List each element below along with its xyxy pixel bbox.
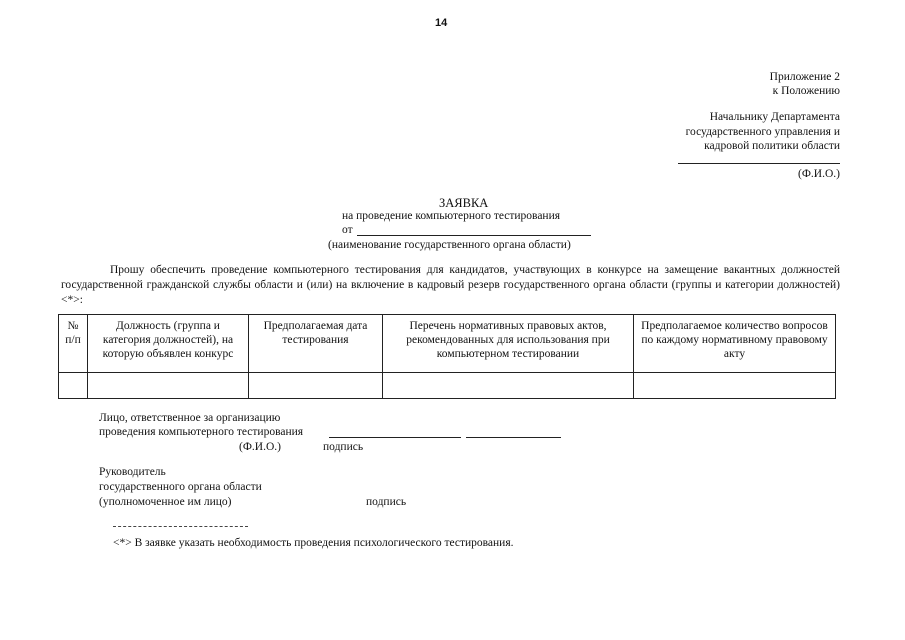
addressee-line-3: кадровой политики области xyxy=(704,140,840,152)
request-text xyxy=(61,263,840,308)
table-cell xyxy=(59,373,88,399)
footnote: <*> В заявке указать необходимость проведения психологического тестирования. xyxy=(113,537,514,549)
appendix-line-2: к Положению xyxy=(772,85,840,97)
column-header-position: Должность (группа и категория должностей), на которую объявлен конкурс xyxy=(88,315,249,373)
addressee-line-2: государственного управления и xyxy=(685,126,840,138)
head-line-1: Руководитель xyxy=(99,466,166,478)
responsible-signature-caption: подпись xyxy=(323,441,364,453)
column-header-questions: Предполагаемое количество вопросов по каждому нормативному правовому акту xyxy=(634,315,836,373)
document-title: ЗАЯВКА xyxy=(439,196,489,210)
from-label: от xyxy=(342,224,353,236)
responsible-fio-caption: (Ф.И.О.) xyxy=(239,441,281,453)
addressee-fio-caption: (Ф.И.О.) xyxy=(798,168,840,180)
responsible-line-1: Лицо, ответственное за организацию xyxy=(99,412,281,424)
column-header-date: Предполагаемая дата тестирования xyxy=(249,315,383,373)
table-cell xyxy=(249,373,383,399)
organization-name-line xyxy=(357,235,591,236)
appendix-line-1: Приложение 2 xyxy=(769,71,840,83)
table-cell xyxy=(88,373,249,399)
responsible-fio-line xyxy=(329,437,461,438)
addressee-fio-line xyxy=(678,163,840,164)
table-header-row xyxy=(59,315,836,373)
table-row xyxy=(59,373,836,399)
page-number: 14 xyxy=(435,17,448,29)
document-subtitle: на проведение компьютерного тестирования xyxy=(342,210,561,222)
responsible-signature-line xyxy=(466,437,561,438)
request-paragraph: Прошу обеспечить проведение компьютерного тестирования для кандидатов, участвующих в конкурсе на замещение вакантных должностей государственной гражданской службы области и (или) на включение в кадровый резерв государственного органа области (группы и категории должностей) <*>: xyxy=(61,264,840,306)
table-cell xyxy=(383,373,634,399)
column-header-number: № п/п xyxy=(59,315,88,373)
head-line-2: государственного органа области xyxy=(99,481,262,493)
addressee-line-1: Начальнику Департамента xyxy=(709,111,840,123)
footnote-separator xyxy=(113,526,248,527)
testing-request-table xyxy=(58,314,836,399)
head-signature-caption: подпись xyxy=(366,496,407,508)
responsible-line-2: проведения компьютерного тестирования xyxy=(99,426,304,438)
organization-caption: (наименование государственного органа области) xyxy=(328,239,571,251)
head-line-3: (уполномоченное им лицо) xyxy=(99,496,232,508)
column-header-acts: Перечень нормативных правовых актов, рекомендованных для использования при компьютерном тестировании xyxy=(383,315,634,373)
table-cell xyxy=(634,373,836,399)
